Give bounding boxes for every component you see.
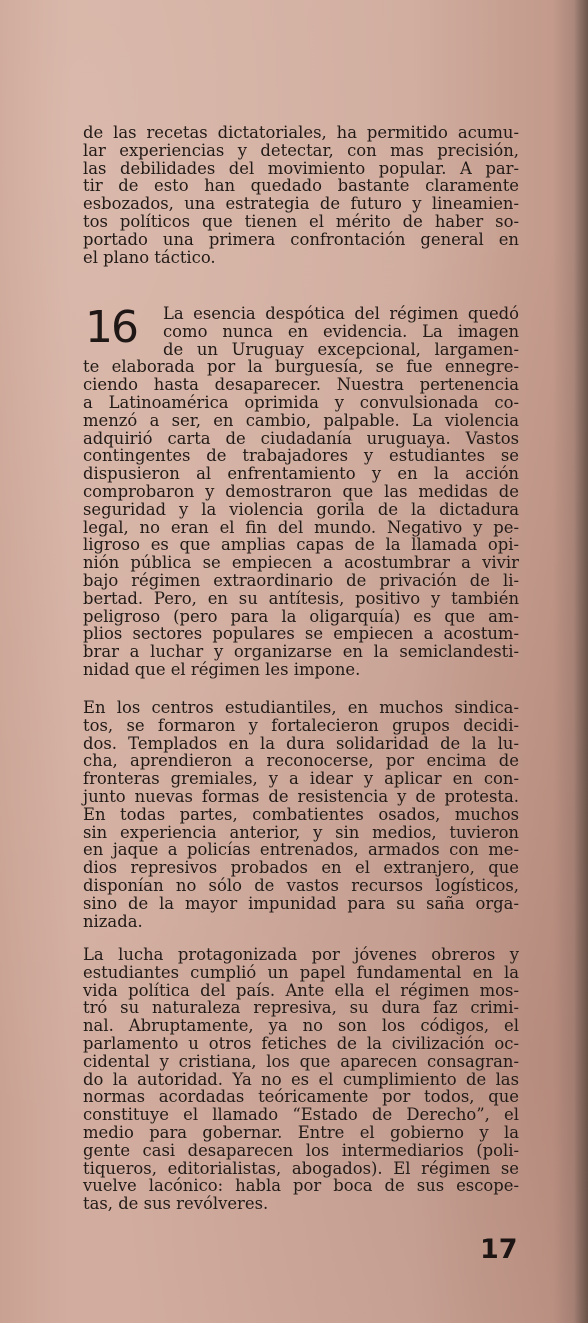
text-line: brar a luchar y organizarse en la semiclandesti-: [83, 642, 519, 662]
text-line: contingentes de trabajadores y estudiantes se: [83, 446, 519, 466]
text-line: bajo régimen extraordinario de privación de li-: [83, 570, 519, 590]
text-line: cha, aprendieron a reconocerse, por encima de: [83, 751, 519, 771]
text-line: gente casi desaparecen los intermediarios (poli-: [83, 1140, 519, 1160]
text-line: dios represivos probados en el extranjero, que: [83, 858, 519, 878]
text-line: como nunca en evidencia. La imagen: [163, 321, 519, 341]
text-line: En todas partes, combatientes osados, muchos: [83, 804, 519, 824]
paragraph-continued: [83, 124, 519, 266]
text-line: nión pública se empiecen a acostumbrar a vivir: [83, 553, 519, 573]
text-line: comprobaron y demostraron que las medidas de: [83, 481, 519, 501]
text-line: fronteras gremiales, y a idear y aplicar en con-: [83, 769, 519, 789]
text-line: ciendo hasta desaparecer. Nuestra pertenencia: [83, 375, 519, 395]
text-line: lar experiencias y detectar, con mas precisión,: [83, 140, 519, 160]
text-line: menzó a ser, en cambio, palpable. La violencia: [83, 410, 519, 430]
text-line: el plano táctico.: [83, 247, 216, 267]
text-line: disponían no sólo de vastos recursos logísticos,: [83, 875, 519, 895]
text-line: tir de esto han quedado bastante claramente: [83, 176, 519, 196]
text-line: nal. Abruptamente, ya no son los códigos, el: [83, 1016, 519, 1036]
text-line: parlamento u otros fetiches de la civilización oc-: [83, 1033, 519, 1053]
text-line: vuelve lacónico: habla por boca de sus escope-: [83, 1176, 519, 1196]
section-number: 16: [85, 302, 137, 353]
text-line: constituye el llamado “Estado de Derecho”, el: [83, 1105, 519, 1125]
text-line: medio para gobernar. Entre el gobierno y la: [83, 1122, 519, 1142]
text-line: de un Uruguay excepcional, largamen-: [163, 339, 519, 359]
text-line: adquirió carta de ciudadanía uruguaya. Vastos: [83, 428, 519, 448]
text-line: a Latinoamérica oprimida y convulsionada co-: [83, 392, 519, 412]
page-number: 17: [480, 1234, 518, 1265]
text-line: estudiantes cumplió un papel fundamental en la: [83, 962, 519, 982]
text-line: sin experiencia anterior, y sin medios, tuvieron: [83, 822, 519, 842]
text-line: portado una primera confrontación general en: [83, 229, 519, 249]
text-line: legal, no eran el fin del mundo. Negativo y pe-: [83, 517, 519, 537]
text-line: tos políticos que tienen el mérito de haber so-: [83, 211, 519, 231]
text-line: esbozados, una estrategia de futuro y lineamien-: [83, 194, 519, 214]
text-line: peligroso (pero para la oligarquía) es que am-: [83, 606, 519, 626]
text-line: las debilidades del movimiento popular. A par-: [83, 158, 519, 178]
text-line: La esencia despótica del régimen quedó: [163, 304, 519, 323]
text-line: dos. Templados en la dura solidaridad de la lu-: [83, 733, 519, 753]
text-line: cidental y cristiana, los que aparecen consagran-: [83, 1051, 519, 1071]
text-line: La lucha protagonizada por jóvenes obreros y: [83, 945, 519, 964]
text-line: tos, se formaron y fortalecieron grupos decidi-: [83, 715, 519, 735]
text-line: tas, de sus revólveres.: [83, 1194, 269, 1214]
text-line: tiqueros, editorialistas, abogados). El régimen se: [83, 1158, 519, 1178]
text-line: En los centros estudiantiles, en muchos sindica-: [83, 698, 519, 717]
text-line: tró su naturaleza represiva, su dura faz crimi-: [83, 998, 519, 1018]
text-line: do la autoridad. Ya no es el cumplimiento de las: [83, 1069, 519, 1089]
paragraph-student-centers: [83, 699, 519, 930]
text-line: te elaborada por la burguesía, se fue ennegre-: [83, 357, 519, 377]
paragraph-section-16: [83, 302, 519, 679]
text-line: seguridad y la violencia gorila de la dictadura: [83, 499, 519, 519]
text-line: junto nuevas formas de resistencia y de protesta.: [83, 786, 519, 806]
text-line: bertad. Pero, en su antítesis, positivo y también: [83, 588, 519, 608]
paragraph-youth-struggle: [83, 946, 519, 1213]
text-line: ligroso es que amplias capas de la llamada opi-: [83, 535, 519, 555]
text-line: nidad que el régimen les impone.: [83, 659, 361, 679]
text-line: plios sectores populares se empiecen a acostum-: [83, 624, 519, 644]
text-line: nizada.: [83, 911, 143, 931]
text-line: vida política del país. Ante ella el régimen mos-: [83, 980, 519, 1000]
text-line: en jaque a policías entrenados, armados con me-: [83, 840, 519, 860]
text-line: de las recetas dictatoriales, ha permitido acumu-: [83, 123, 519, 142]
text-line: dispusieron al enfrentamiento y en la acción: [83, 464, 519, 484]
text-line: sino de la mayor impunidad para su saña orga-: [83, 893, 519, 913]
text-line: normas acordadas teóricamente por todos, que: [83, 1087, 519, 1107]
